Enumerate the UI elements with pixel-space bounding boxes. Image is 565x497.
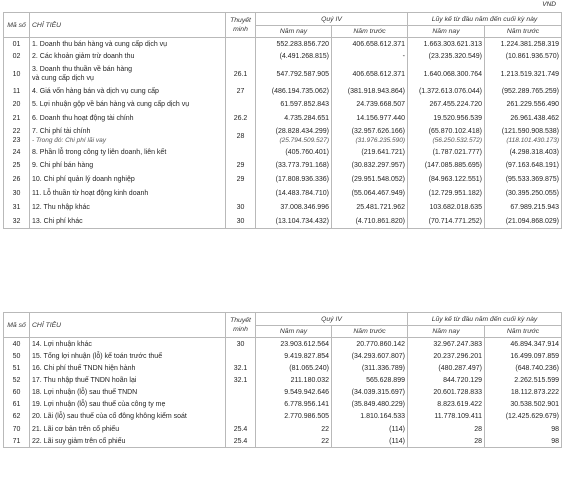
row-code: 31 — [4, 201, 30, 215]
header-note: Thuyết minh — [226, 313, 256, 338]
table-row — [4, 436, 562, 448]
row-y-prev-value: 18.112.873.222 — [485, 387, 562, 399]
table-row — [4, 399, 562, 411]
row-note — [226, 98, 256, 111]
table-row — [4, 147, 562, 159]
row-code: 21 — [4, 111, 30, 126]
row-note: 32.1 — [226, 375, 256, 387]
row-code: 20 — [4, 98, 30, 111]
header-ytd-this-year: Năm nay — [408, 326, 485, 338]
table-row — [4, 201, 562, 215]
row-q-prev-value: (114) — [332, 436, 408, 448]
row-y-cur-value: 267.455.224.720 — [408, 98, 485, 111]
row-q-prev-value: (35.849.480.229) — [332, 399, 408, 411]
header-quarter-this-year: Năm nay — [256, 26, 332, 38]
row-y-prev-value: 261.229.556.490 — [485, 98, 562, 111]
row-y-cur-value: 1.640.068.300.764 — [408, 63, 485, 86]
row-q-prev-value: 14.156.977.440 — [332, 111, 408, 126]
header-quarter-this-year: Năm nay — [256, 326, 332, 338]
row-y-prev-value: (4.298.318.403) — [485, 147, 562, 159]
row-note: 28 — [226, 126, 256, 147]
row-item-name: 1. Doanh thu bán hàng và cung cấp dịch vụ — [30, 38, 226, 51]
row-item-name: 5. Lợi nhuận gộp về bán hàng và cung cấp dịch vụ — [30, 98, 226, 111]
row-note — [226, 147, 256, 159]
row-item-name: 11. Lỗ thuần từ hoạt động kinh doanh — [30, 187, 226, 201]
row-item-name: 7. Chi phí tài chính - Trong đó: Chi phí lãi vay — [30, 126, 226, 147]
row-item-name: 9. Chi phí bán hàng — [30, 159, 226, 173]
row-code: 25 — [4, 159, 30, 173]
table-row — [4, 173, 562, 187]
row-item-name: 14. Lợi nhuận khác — [30, 338, 226, 351]
table-row — [4, 411, 562, 423]
row-y-cur-value: (23.235.320.549) — [408, 51, 485, 63]
row-y-cur-value: 8.823.619.422 — [408, 399, 485, 411]
row-q-prev-value: (34.039.315.697) — [332, 387, 408, 399]
header-ytd: Lũy kế từ đầu năm đến cuối kỳ này — [408, 313, 562, 326]
header-code: Mã số — [4, 313, 30, 338]
row-note: 30 — [226, 338, 256, 351]
row-q-prev-value: (114) — [332, 423, 408, 436]
header-code: Mã số — [4, 13, 30, 38]
row-y-prev-value: 98 — [485, 436, 562, 448]
row-item-name: 21. Lãi cơ bản trên cổ phiếu — [30, 423, 226, 436]
row-q-cur-value: (4.491.268.815) — [256, 51, 332, 63]
row-item-name: 20. Lãi (lỗ) sau thuế của cổ đông không kiểm soát — [30, 411, 226, 423]
row-note — [226, 187, 256, 201]
row-y-cur-value: 28 — [408, 436, 485, 448]
row-code: 40 — [4, 338, 30, 351]
row-item-name: 2. Các khoản giảm trừ doanh thu — [30, 51, 226, 63]
row-item-name: 8. Phần lỗ trong công ty liên doanh, liên kết — [30, 147, 226, 159]
row-y-prev-value: 98 — [485, 423, 562, 436]
row-q-cur-value: 23.903.612.564 — [256, 338, 332, 351]
table-row — [4, 423, 562, 436]
row-code: 26 — [4, 173, 30, 187]
table-row — [4, 51, 562, 63]
row-y-prev-value: (648.740.236) — [485, 363, 562, 375]
row-y-cur-value: 103.682.018.635 — [408, 201, 485, 215]
row-y-prev-value: 67.989.215.943 — [485, 201, 562, 215]
row-code: 70 — [4, 423, 30, 436]
income-statement-table-1 — [3, 12, 562, 229]
row-y-prev-value: 30.538.502.901 — [485, 399, 562, 411]
row-q-prev-value: 406.658.612.371 — [332, 38, 408, 51]
row-q-prev-value: 24.739.668.507 — [332, 98, 408, 111]
header-note: Thuyết minh — [226, 13, 256, 38]
table-row — [4, 351, 562, 363]
row-code: 11 — [4, 86, 30, 98]
row-y-cur-value: 28 — [408, 423, 485, 436]
table-row — [4, 86, 562, 98]
row-q-cur-value: (14.483.784.710) — [256, 187, 332, 201]
row-code: 30 — [4, 187, 30, 201]
row-q-prev-value: - — [332, 51, 408, 63]
row-y-cur-value: 20.237.296.201 — [408, 351, 485, 363]
table-row — [4, 38, 562, 51]
row-note: 30 — [226, 201, 256, 215]
row-q-cur-value: (28.828.434.299) (25.794.509.527) — [256, 126, 332, 147]
row-q-cur-value: 4.735.284.651 — [256, 111, 332, 126]
row-note: 26.1 — [226, 63, 256, 86]
row-item-name: 17. Thu nhập thuế TNDN hoãn lại — [30, 375, 226, 387]
row-y-cur-value: 1.663.303.621.313 — [408, 38, 485, 51]
row-y-prev-value: 2.262.515.599 — [485, 375, 562, 387]
row-q-prev-value: (29.951.548.052) — [332, 173, 408, 187]
row-code: 32 — [4, 215, 30, 229]
row-note: 27 — [226, 86, 256, 98]
row-y-prev-value: 1.224.381.258.319 — [485, 38, 562, 51]
row-note — [226, 399, 256, 411]
row-item-name: 22. Lãi suy giảm trên cổ phiếu — [30, 436, 226, 448]
table-row — [4, 338, 562, 351]
header-ytd-last-year: Năm trước — [485, 326, 562, 338]
row-y-cur-value: (147.085.885.695) — [408, 159, 485, 173]
row-q-prev-value: 1.810.164.533 — [332, 411, 408, 423]
table-row — [4, 111, 562, 126]
row-q-cur-value: 6.778.956.141 — [256, 399, 332, 411]
row-y-cur-value: 11.778.109.411 — [408, 411, 485, 423]
row-q-prev-value: (219.641.721) — [332, 147, 408, 159]
table-1-body — [4, 38, 562, 229]
row-y-prev-value: (10.861.936.570) — [485, 51, 562, 63]
row-q-prev-value: 25.481.721.962 — [332, 201, 408, 215]
row-note: 29 — [226, 173, 256, 187]
row-y-cur-value: (1.787.021.777) — [408, 147, 485, 159]
row-code: 51 — [4, 363, 30, 375]
row-y-prev-value: 46.894.347.914 — [485, 338, 562, 351]
row-y-prev-value: (121.590.908.538) (118.101.430.173) — [485, 126, 562, 147]
income-statement-table-2 — [3, 312, 562, 448]
row-q-cur-value: (13.104.734.432) — [256, 215, 332, 229]
table-row — [4, 63, 562, 86]
table-row — [4, 387, 562, 399]
header-ytd-this-year: Năm nay — [408, 26, 485, 38]
row-y-prev-value: (12.425.629.679) — [485, 411, 562, 423]
row-note — [226, 387, 256, 399]
row-y-cur-value: (12.729.951.182) — [408, 187, 485, 201]
row-y-cur-value: 19.520.956.539 — [408, 111, 485, 126]
row-q-prev-value: 406.658.612.371 — [332, 63, 408, 86]
row-y-cur-value: (84.963.122.551) — [408, 173, 485, 187]
row-q-prev-value: (30.832.297.957) — [332, 159, 408, 173]
row-q-prev-value: 565.628.899 — [332, 375, 408, 387]
row-y-prev-value: 26.961.438.462 — [485, 111, 562, 126]
header-ytd-last-year: Năm trước — [485, 26, 562, 38]
row-q-cur-value: 547.792.587.905 — [256, 63, 332, 86]
row-q-cur-value: 61.597.852.843 — [256, 98, 332, 111]
row-item-name: 4. Giá vốn hàng bán và dịch vụ cung cấp — [30, 86, 226, 98]
row-note: 29 — [226, 159, 256, 173]
row-q-cur-value: (81.065.240) — [256, 363, 332, 375]
row-item-name: 12. Thu nhập khác — [30, 201, 226, 215]
table-row — [4, 215, 562, 229]
row-q-cur-value: 552.283.856.720 — [256, 38, 332, 51]
row-q-prev-value: (381.918.943.864) — [332, 86, 408, 98]
row-note — [226, 51, 256, 63]
row-q-prev-value: (34.293.607.807) — [332, 351, 408, 363]
row-code: 50 — [4, 351, 30, 363]
table-row — [4, 187, 562, 201]
row-code: 02 — [4, 51, 30, 63]
row-item-name: 18. Lợi nhuận (lỗ) sau thuế TNDN — [30, 387, 226, 399]
row-q-cur-value: 22 — [256, 423, 332, 436]
row-y-cur-value: 20.601.728.833 — [408, 387, 485, 399]
row-q-cur-value: (405.760.401) — [256, 147, 332, 159]
row-item-name: 6. Doanh thu hoạt động tài chính — [30, 111, 226, 126]
header-quarter: Quý IV — [256, 313, 408, 326]
row-q-prev-value: (32.957.626.166) (31.976.235.590) — [332, 126, 408, 147]
table-row — [4, 126, 562, 147]
row-item-name: 10. Chi phí quản lý doanh nghiệp — [30, 173, 226, 187]
header-quarter-last-year: Năm trước — [332, 326, 408, 338]
row-y-cur-value: (1.372.613.076.044) — [408, 86, 485, 98]
row-q-cur-value: (486.194.735.062) — [256, 86, 332, 98]
row-q-cur-value: 37.008.346.996 — [256, 201, 332, 215]
row-q-prev-value: (4.710.861.820) — [332, 215, 408, 229]
row-y-cur-value: (70.714.771.252) — [408, 215, 485, 229]
table-row — [4, 375, 562, 387]
row-item-name: 13. Chi phí khác — [30, 215, 226, 229]
row-item-name: 3. Doanh thu thuần về bán hàng và cung cấp dịch vụ — [30, 63, 226, 86]
header-ytd: Lũy kế từ đầu năm đến cuối kỳ này — [408, 13, 562, 26]
row-q-prev-value: (311.336.789) — [332, 363, 408, 375]
row-q-cur-value: (33.773.791.168) — [256, 159, 332, 173]
row-y-prev-value: (95.533.369.875) — [485, 173, 562, 187]
row-q-cur-value: 2.770.986.505 — [256, 411, 332, 423]
row-note: 26.2 — [226, 111, 256, 126]
currency-label: VND — [542, 1, 556, 8]
row-code: 71 — [4, 436, 30, 448]
header-item: CHỈ TIÊU — [30, 313, 226, 338]
row-y-prev-value: (952.289.765.259) — [485, 86, 562, 98]
row-code: 10 — [4, 63, 30, 86]
header-quarter: Quý IV — [256, 13, 408, 26]
row-code: 62 — [4, 411, 30, 423]
row-y-cur-value: 32.967.247.383 — [408, 338, 485, 351]
row-y-prev-value: 1.213.519.321.749 — [485, 63, 562, 86]
row-q-cur-value: (17.808.936.336) — [256, 173, 332, 187]
row-note: 32.1 — [226, 363, 256, 375]
row-note: 30 — [226, 215, 256, 229]
row-item-name: 15. Tổng lợi nhuận (lỗ) kế toán trước thuế — [30, 351, 226, 363]
row-item-name: 16. Chi phí thuế TNDN hiện hành — [30, 363, 226, 375]
row-code: 61 — [4, 399, 30, 411]
row-code: 22 23 — [4, 126, 30, 147]
row-q-cur-value: 211.180.032 — [256, 375, 332, 387]
row-y-prev-value: (21.094.868.029) — [485, 215, 562, 229]
row-code: 52 — [4, 375, 30, 387]
row-code: 01 — [4, 38, 30, 51]
row-q-cur-value: 22 — [256, 436, 332, 448]
table-row — [4, 363, 562, 375]
header-quarter-last-year: Năm trước — [332, 26, 408, 38]
row-q-cur-value: 9.419.827.854 — [256, 351, 332, 363]
row-note — [226, 411, 256, 423]
row-y-prev-value: (97.163.648.191) — [485, 159, 562, 173]
row-note: 25.4 — [226, 436, 256, 448]
row-note — [226, 351, 256, 363]
row-item-name: 19. Lợi nhuận (lỗ) sau thuế của công ty mẹ — [30, 399, 226, 411]
row-note — [226, 38, 256, 51]
row-y-prev-value: (30.395.250.055) — [485, 187, 562, 201]
row-y-cur-value: 844.720.129 — [408, 375, 485, 387]
row-q-prev-value: (55.064.467.949) — [332, 187, 408, 201]
header-item: CHỈ TIÊU — [30, 13, 226, 38]
row-y-cur-value: (480.287.497) — [408, 363, 485, 375]
row-code: 24 — [4, 147, 30, 159]
row-y-cur-value: (65.870.102.418) (56.250.532.572) — [408, 126, 485, 147]
row-code: 60 — [4, 387, 30, 399]
table-2-body — [4, 338, 562, 448]
row-q-cur-value: 9.549.942.646 — [256, 387, 332, 399]
row-q-prev-value: 20.770.860.142 — [332, 338, 408, 351]
table-row — [4, 159, 562, 173]
row-note: 25.4 — [226, 423, 256, 436]
table-row — [4, 98, 562, 111]
row-y-prev-value: 16.499.097.859 — [485, 351, 562, 363]
